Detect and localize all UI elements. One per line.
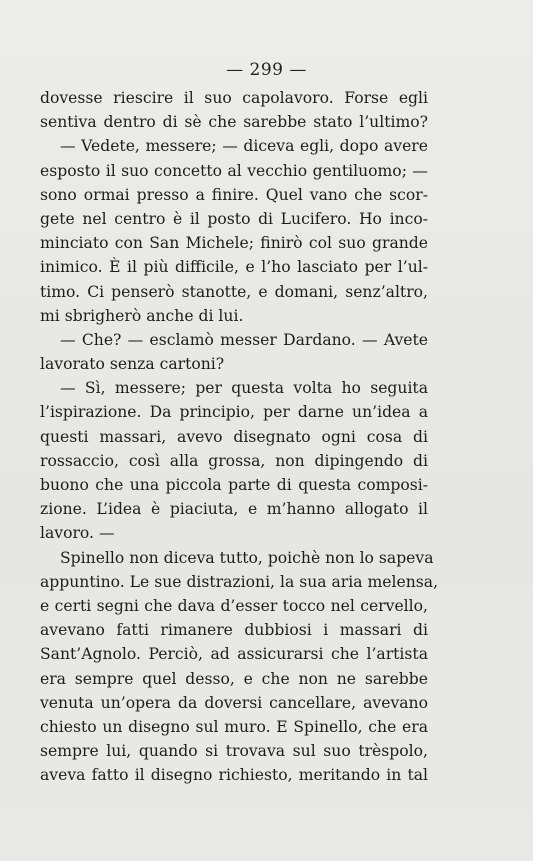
text-line: mi sbrigherò anche di lui.	[40, 306, 244, 325]
text-line: lavorato senza cartoni?	[40, 355, 225, 374]
text-line: sono ormai presso a finire. Quel vano che scor-	[40, 185, 428, 204]
text-line: chiesto un disegno sul muro. E Spinello, che era	[40, 717, 428, 736]
text-line: dovesse riescire il suo capolavoro. Forse egli	[40, 89, 428, 107]
text-line: — Sì, messere; per questa volta ho seguita	[60, 379, 428, 398]
text-line: zione. L’idea è piaciuta, e m’hanno allogato il	[40, 500, 428, 519]
text-line: rossaccio, così alla grossa, non dipingendo di	[40, 451, 428, 470]
text-line: aveva fatto il disegno richiesto, meritando in tal	[40, 766, 428, 785]
text-line: — Vedete, messere; — diceva egli, dopo avere	[60, 137, 428, 156]
text-line: — Che? — esclamò messer Dardano. — Avete	[60, 330, 428, 349]
text-line: buono che una piccola parte di questa composi-	[40, 476, 428, 494]
text-line: lavoro. —	[40, 524, 115, 543]
text-line: minciato con San Michele; finirò col suo grande	[40, 234, 428, 253]
text-line: gete nel centro è il posto di Lucifero. Ho inco-	[40, 209, 428, 228]
body-text	[40, 86, 439, 787]
text-line: Sant’Agnolo. Perciò, ad assicurarsi che l’artista	[40, 645, 428, 664]
page-number: — 299 —	[226, 60, 307, 80]
text-line: venuta un’opera da doversi cancellare, avevano	[40, 693, 428, 712]
text-line: era sempre quel desso, e che non ne sarebbe	[40, 669, 428, 688]
text-line: appuntino. Le sue distrazioni, la sua aria melensa,	[40, 572, 439, 591]
text-line: timo. Ci penserò stanotte, e domani, senz’altro,	[40, 282, 428, 301]
text-line: sempre lui, quando si trovava sul suo trèspolo,	[40, 742, 428, 761]
text-line: l’ispirazione. Da principio, per darne un’idea a	[40, 403, 428, 422]
text-line: Spinello non diceva tutto, poichè non lo sapeva	[60, 548, 434, 567]
text-line: sentiva dentro di sè che sarebbe stato l’ultimo?	[40, 113, 428, 132]
text-line: questi massari, avevo disegnato ogni cosa di	[40, 427, 428, 446]
text-line: inimico. È il più difficile, e l’ho lasciato per l’ul-	[40, 258, 428, 277]
text-line: e certi segni che dava d’esser tocco nel cervello,	[40, 596, 428, 615]
text-line: esposto il suo concetto al vecchio gentiluomo; —	[40, 161, 428, 180]
text-line: avevano fatti rimanere dubbiosi i massari di	[40, 621, 428, 640]
